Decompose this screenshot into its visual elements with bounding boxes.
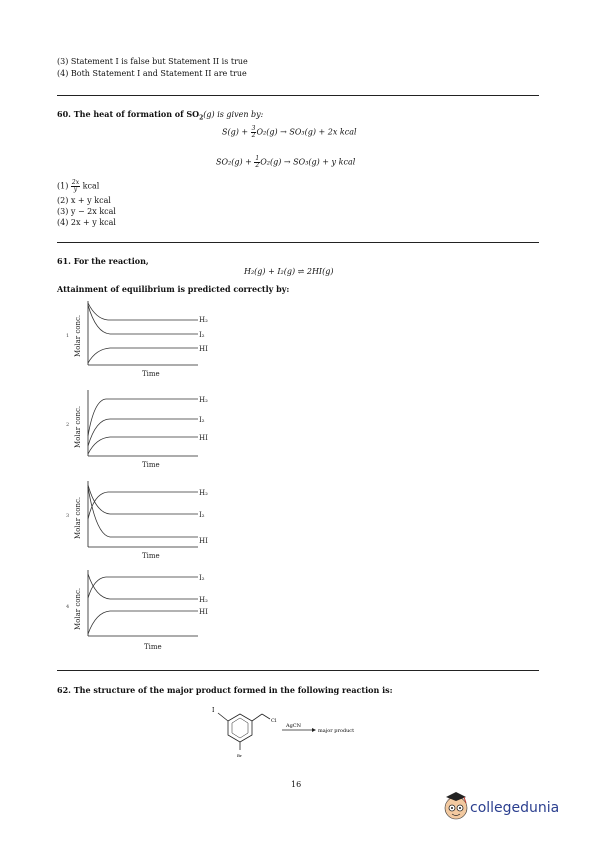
graph-4-xlabel: Time: [144, 643, 162, 651]
graph-4-label-1: I₂: [199, 574, 205, 582]
graph-3-number: 3: [66, 513, 70, 519]
q60-option-2: (2) x + y kcal: [57, 196, 111, 205]
graph-1-label-3: HI: [199, 345, 208, 353]
graph-3-label-3: HI: [199, 537, 208, 545]
graph-1-number: 1: [66, 333, 70, 339]
graph-2-xlabel: Time: [142, 461, 160, 469]
graph-4-label-2: H₂: [199, 596, 208, 604]
graph-2-label-3: HI: [199, 434, 208, 442]
q60-title: 60. The heat of formation of $SO_2(g)$ is given by:: [57, 109, 264, 122]
q61-title: 61. For the reaction,: [57, 256, 149, 266]
graph-3-label-1: H₂: [199, 489, 208, 497]
q59-option-3: (3) Statement I is false but Statement II is true: [57, 57, 248, 66]
q59-option-4: (4) Both Statement I and Statement II are true: [57, 69, 247, 78]
q61-graph-2: [58, 386, 228, 472]
divider: [57, 242, 539, 243]
reagent-label: AgCN: [286, 723, 302, 729]
q60-equation-1: S(g) + $\frac{3}{2}$ O₂(g) → SO₃(g) + 2x kcal: [222, 125, 357, 139]
graph-1-label-1: H₂: [199, 316, 208, 324]
graph-1-xlabel: Time: [142, 370, 160, 378]
graph-2-label-1: H₂: [199, 396, 208, 404]
graph-3-xlabel: Time: [142, 552, 160, 560]
collegedunia-logo: [438, 788, 568, 832]
q60-option-1: (1) $\frac{2x}{y}$ kcal: [57, 179, 100, 193]
q60-option-3: (3) y − 2x kcal: [57, 207, 116, 216]
graph-2-ylabel: Molar conc.: [74, 405, 82, 448]
iodo-label: I: [212, 707, 215, 714]
q60-equation-2: SO₂(g) + $\frac{1}{2}$ O₂(g) → SO₃(g) + y kcal: [216, 155, 356, 169]
graph-3-ylabel: Molar conc.: [74, 496, 82, 539]
graph-3-label-2: I₂: [199, 511, 205, 519]
q62-reaction-scheme: [200, 700, 380, 760]
bromo-label: Br: [237, 753, 242, 758]
graph-4-ylabel: Molar conc.: [74, 587, 82, 630]
q62-title: 62. The structure of the major product formed in the following reaction is:: [57, 685, 393, 695]
graph-2-number: 2: [66, 422, 70, 428]
graph-4-label-3: HI: [199, 608, 208, 616]
graph-1-label-2: I₂: [199, 331, 205, 339]
graph-4-number: 4: [66, 604, 70, 610]
product-label: major product: [318, 728, 355, 734]
q61-reaction: H₂(g) + I₂(g) ⇌ 2HI(g): [244, 267, 334, 276]
q61-graph-4: [58, 568, 228, 654]
q60-option-4: (4) 2x + y kcal: [57, 218, 116, 227]
divider: [57, 95, 539, 96]
q61-graph-3: [58, 477, 228, 563]
q61-graph-1: [58, 297, 228, 383]
logo-text: collegedunia: [470, 800, 560, 816]
graph-1-ylabel: Molar conc.: [74, 314, 82, 357]
divider: [57, 670, 539, 671]
chloro-label: Cl: [271, 718, 277, 724]
q61-prompt: Attainment of equilibrium is predicted correctly by:: [57, 284, 290, 294]
graph-2-label-2: I₂: [199, 416, 205, 424]
page-number: 16: [291, 780, 302, 789]
